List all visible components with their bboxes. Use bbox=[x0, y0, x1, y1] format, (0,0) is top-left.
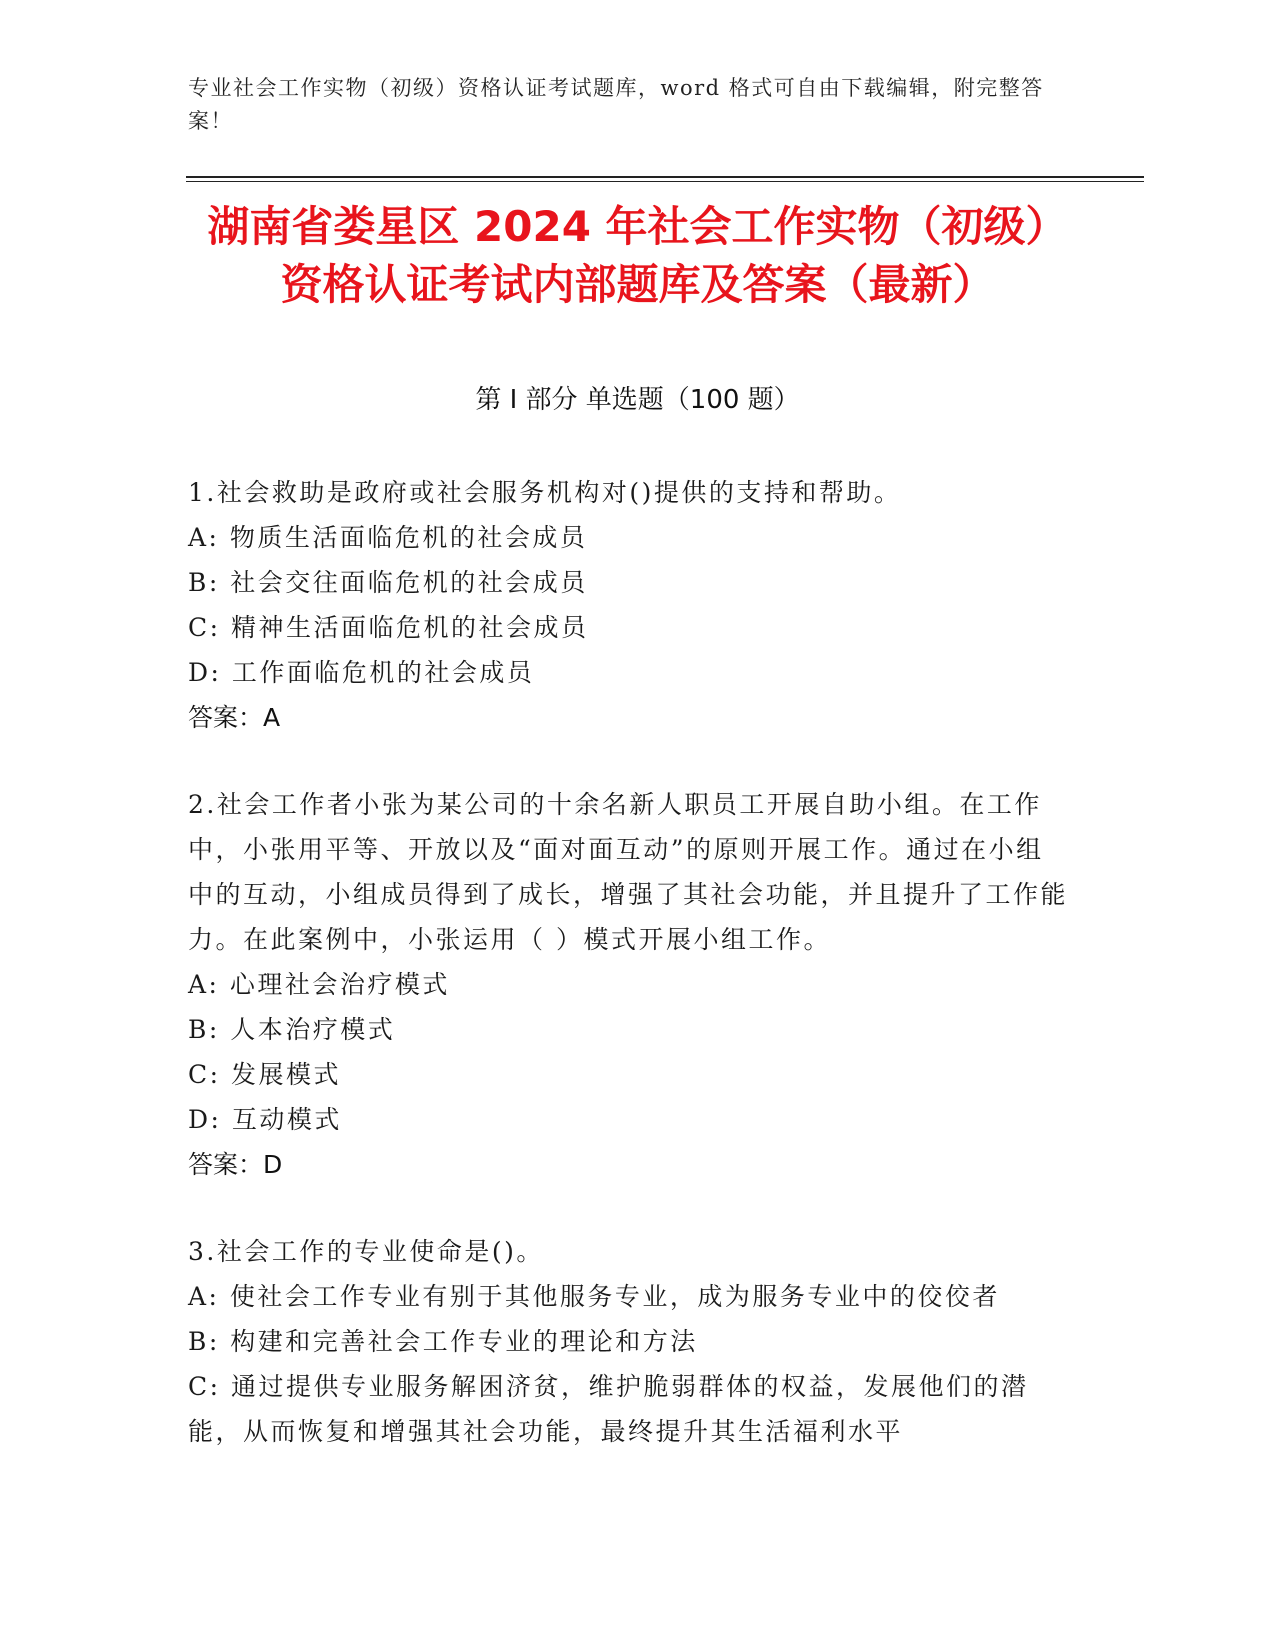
question-2 bbox=[188, 782, 1068, 1187]
header-divider-thin bbox=[186, 181, 1144, 182]
question-list bbox=[188, 470, 1068, 1496]
option-c: C: 通过提供专业服务解困济贫，维护脆弱群体的权益，发展他们的潜能，从而恢复和增强其社会功能，最终提升其生活福利水平 bbox=[188, 1372, 1029, 1446]
option-a: A: 物质生活面临危机的社会成员 bbox=[188, 523, 588, 552]
document-title-line-2: 资格认证考试内部题库及答案（最新） bbox=[280, 260, 995, 309]
document-title-line-1: 湖南省娄星区 2024 年社会工作实物（初级） bbox=[207, 202, 1068, 251]
question-stem: 1.社会救助是政府或社会服务机构对()提供的支持和帮助。 bbox=[188, 478, 902, 507]
header-divider-thick bbox=[186, 176, 1144, 178]
question-stem: 3.社会工作的专业使命是()。 bbox=[188, 1237, 544, 1266]
question-3 bbox=[188, 1229, 1068, 1454]
option-b: B: 构建和完善社会工作专业的理论和方法 bbox=[188, 1327, 698, 1356]
option-a: A: 心理社会治疗模式 bbox=[188, 970, 450, 999]
section-heading: 第 I 部分 单选题（100 题） bbox=[475, 385, 800, 415]
option-d: D: 工作面临危机的社会成员 bbox=[188, 658, 535, 687]
option-b: B: 社会交往面临危机的社会成员 bbox=[188, 568, 588, 597]
question-stem: 2.社会工作者小张为某公司的十余名新人职员工开展自助小组。在工作中，小张用平等、开放以及“面对面互动”的原则开展工作。通过在小组中的互动，小组成员得到了成长，增强了其社会功能，并且提升了工作能力。在此案例中，小张运用（ ）模式开展小组工作。 bbox=[188, 790, 1069, 954]
option-a: A: 使社会工作专业有别于其他服务专业，成为服务专业中的佼佼者 bbox=[188, 1282, 1000, 1311]
option-b: B: 人本治疗模式 bbox=[188, 1015, 396, 1044]
question-1 bbox=[188, 470, 1068, 740]
header-note: 专业社会工作实物（初级）资格认证考试题库，word 格式可自由下载编辑，附完整答案！ bbox=[188, 76, 1044, 133]
option-c: C: 精神生活面临危机的社会成员 bbox=[188, 613, 589, 642]
answer: 答案：D bbox=[188, 1150, 283, 1179]
option-d: D: 互动模式 bbox=[188, 1105, 342, 1134]
answer: 答案：A bbox=[188, 703, 281, 732]
document-title bbox=[120, 198, 1155, 314]
option-c: C: 发展模式 bbox=[188, 1060, 341, 1089]
